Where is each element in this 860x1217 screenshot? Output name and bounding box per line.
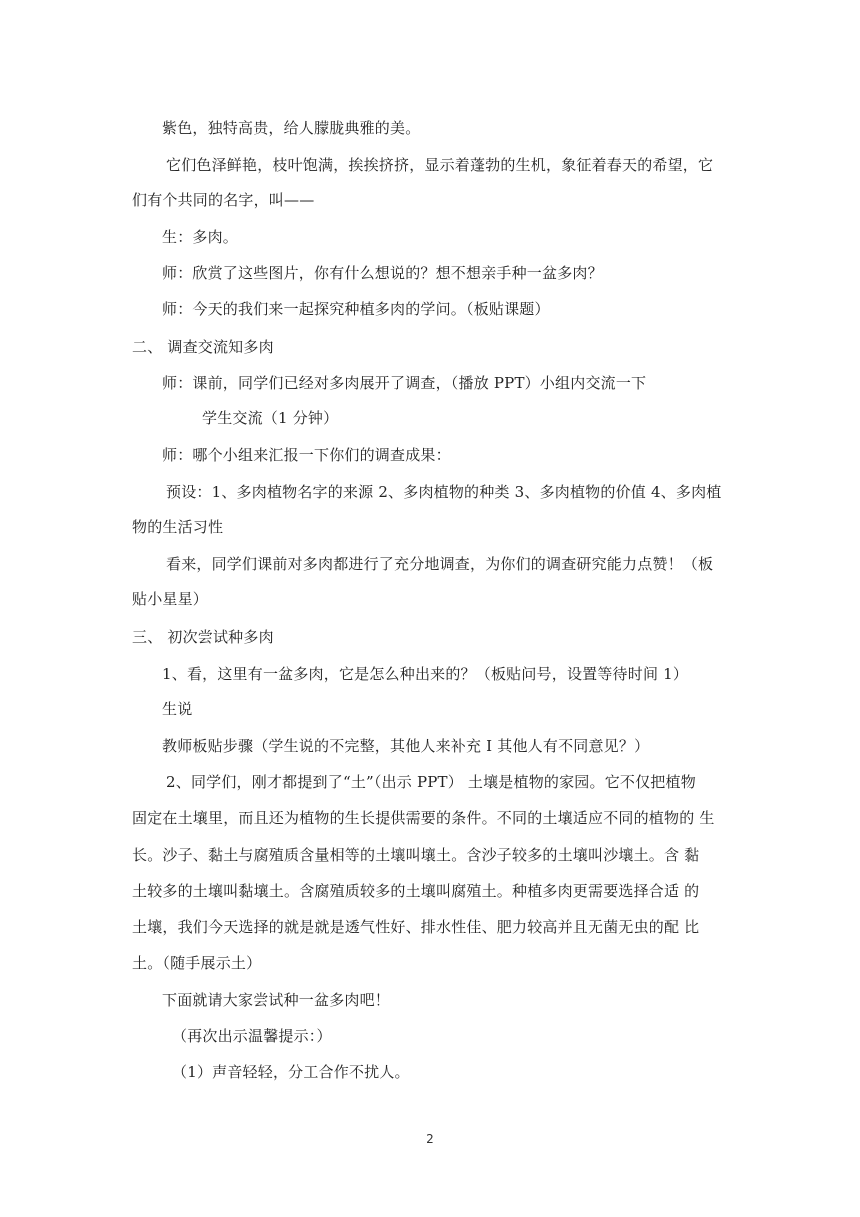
text-line: 土。（随手展示土） [132, 954, 262, 972]
text-line: 物的生活习性 [132, 518, 224, 536]
text-line: 固定在土壤里，而且还为植物的生长提供需要的条件。不同的土壤适应不同的植物的 生 [132, 809, 715, 827]
text-line: 师：课前，同学们已经对多肉展开了调查，（播放 PPT）小组内交流一下 [162, 374, 647, 392]
text-line: 师：欣赏了这些图片，你有什么想说的？想不想亲手种一盆多肉？ [162, 264, 603, 282]
text-line: （再次出示温馨提示：） [172, 1027, 332, 1045]
text-line: 生说 [162, 700, 193, 718]
text-line: 学生交流（1 分钟） [202, 409, 339, 427]
text-line: （1）声音轻轻，分工合作不扰人。 [172, 1063, 410, 1081]
text-line: 土较多的土壤叫黏壤土。含腐殖质较多的土壤叫腐殖土。种植多肉更需要选择合适 的 [132, 882, 700, 900]
text-line: 看来，同学们课前对多肉都进行了充分地调查，为你们的调查研究能力点赞！（板 [166, 555, 714, 573]
page-number: 2 [426, 1132, 434, 1146]
text-line: 土壤，我们今天选择的就是就是透气性好、排水性佳、肥力较高并且无菌无虫的配 比 [132, 918, 700, 936]
text-line: 生：多肉。 [162, 228, 239, 246]
section-heading: 三、 初次尝试种多肉 [132, 628, 274, 646]
text-line: 师：今天的我们来一起探究种植多肉的学问。（板贴课题） [162, 300, 550, 318]
text-line: 下面就请大家尝试种一盆多肉吧！ [162, 991, 391, 1009]
text-line: 教师板贴步骤（学生说的不完整，其他人来补充 I 其他人有不同意见？） [162, 737, 650, 755]
text-line: 师：哪个小组来汇报一下你们的调查成果： [162, 446, 451, 464]
text-line: 2、同学们，刚才都提到了“土”（出示 PPT） 土壤是植物的家园。它不仅把植物 [166, 773, 696, 791]
text-line: 它们色泽鲜艳，枝叶饱满，挨挨挤挤，显示着蓬勃的生机，象征着春天的希望，它 [166, 156, 714, 174]
text-line: 紫色，独特高贵，给人朦胧典雅的美。 [162, 119, 421, 137]
text-line: 们有个共同的名字，叫—— [132, 191, 315, 209]
text-line: 1、看，这里有一盆多肉，它是怎么种出来的？（板贴问号，设置等待时间 1） [162, 665, 689, 683]
text-line: 长。沙子、黏土与腐殖质含量相等的土壤叫壤土。含沙子较多的土壤叫沙壤土。含 黏 [132, 846, 700, 864]
section-heading: 二、 调查交流知多肉 [132, 338, 274, 356]
text-line: 预设：1、多肉植物名字的来源 2、多肉植物的种类 3、多肉植物的价值 4、多肉植 [166, 483, 722, 501]
text-line: 贴小星星） [132, 590, 209, 608]
